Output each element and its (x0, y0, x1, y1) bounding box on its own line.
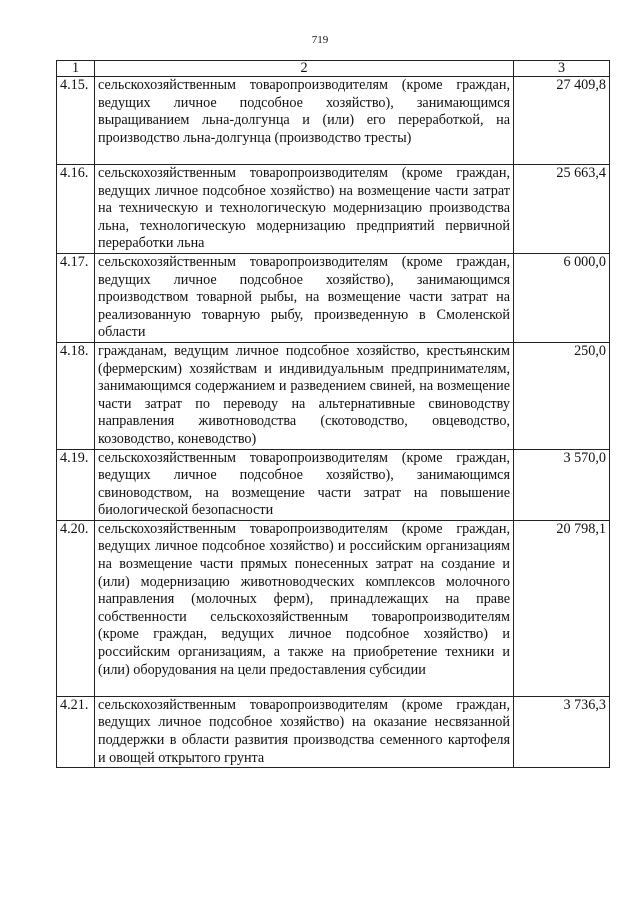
table-row (57, 696, 610, 767)
table-row (57, 449, 610, 520)
row-amount: 250,0 (514, 342, 610, 449)
row-number: 4.18. (57, 342, 95, 449)
row-description: сельскохозяйственным товаропроизводителям (кроме граждан, ведущих личное подсобное хозяйство), занимающимся производством товарной рыбы, на возмещение части затрат на реализованную товарную рыбу, произведенную в Смоленской области (95, 253, 514, 342)
row-amount: 3 736,3 (514, 696, 610, 767)
table-row (57, 342, 610, 449)
row-amount: 3 570,0 (514, 449, 610, 520)
page-number: 719 (311, 34, 329, 46)
row-amount: 20 798,1 (514, 520, 610, 696)
column-header-number: 1 (57, 61, 95, 77)
row-number: 4.16. (57, 165, 95, 254)
column-header-description: 2 (95, 61, 514, 77)
row-amount: 27 409,8 (514, 77, 610, 165)
row-amount: 6 000,0 (514, 253, 610, 342)
row-number: 4.21. (57, 696, 95, 767)
row-description: сельскохозяйственным товаропроизводителям (кроме граждан, ведущих личное подсобное хозяйство) и российским организациям на возмещение части прямых понесенных затрат на создание и (или) модернизацию животноводческих комплексов молочного направления (молочных ферм), принадлежащих на праве собственности сельскохозяйственным товаропроизводителям (кроме граждан, ведущих личное подсобное хозяйство) и российским организациям, а также на приобретение техники и (или) оборудования на цели предоставления субсидии (95, 520, 514, 696)
table-header-row (57, 61, 610, 77)
row-number: 4.15. (57, 77, 95, 165)
row-description: гражданам, ведущим личное подсобное хозяйство, крестьянским (фермерским) хозяйствам и индивидуальным предпринимателям, занимающимся содержанием и разведением свиней, на возмещение части затрат по переводу на альтернативные свиноводству направления животноводства (скотоводство, овцеводство, козоводство, коневодство) (95, 342, 514, 449)
row-number: 4.17. (57, 253, 95, 342)
budget-table (56, 60, 610, 768)
row-number: 4.20. (57, 520, 95, 696)
row-amount: 25 663,4 (514, 165, 610, 254)
row-description: сельскохозяйственным товаропроизводителям (кроме граждан, ведущих личное подсобное хозяйство) на возмещение части затрат на техническую и технологическую модернизацию производства льна, технологическую модернизацию предприятий первичной переработки льна (95, 165, 514, 254)
column-header-amount: 3 (514, 61, 610, 77)
row-number: 4.19. (57, 449, 95, 520)
table-row (57, 165, 610, 254)
row-description: сельскохозяйственным товаропроизводителям (кроме граждан, ведущих личное подсобное хозяйство) на оказание несвязанной поддержки в области развития производства семенного картофеля и овощей открытого грунта (95, 696, 514, 767)
table-row (57, 253, 610, 342)
row-description: сельскохозяйственным товаропроизводителям (кроме граждан, ведущих личное подсобное хозяйство), занимающимся выращиванием льна-долгунца и (или) его переработкой, на производство льна-долгунца (производство тресты) (95, 77, 514, 165)
row-description: сельскохозяйственным товаропроизводителям (кроме граждан, ведущих личное подсобное хозяйство), занимающимся свиноводством, на возмещение части затрат на повышение биологической безопасности (95, 449, 514, 520)
table-row (57, 77, 610, 165)
table-row (57, 520, 610, 696)
